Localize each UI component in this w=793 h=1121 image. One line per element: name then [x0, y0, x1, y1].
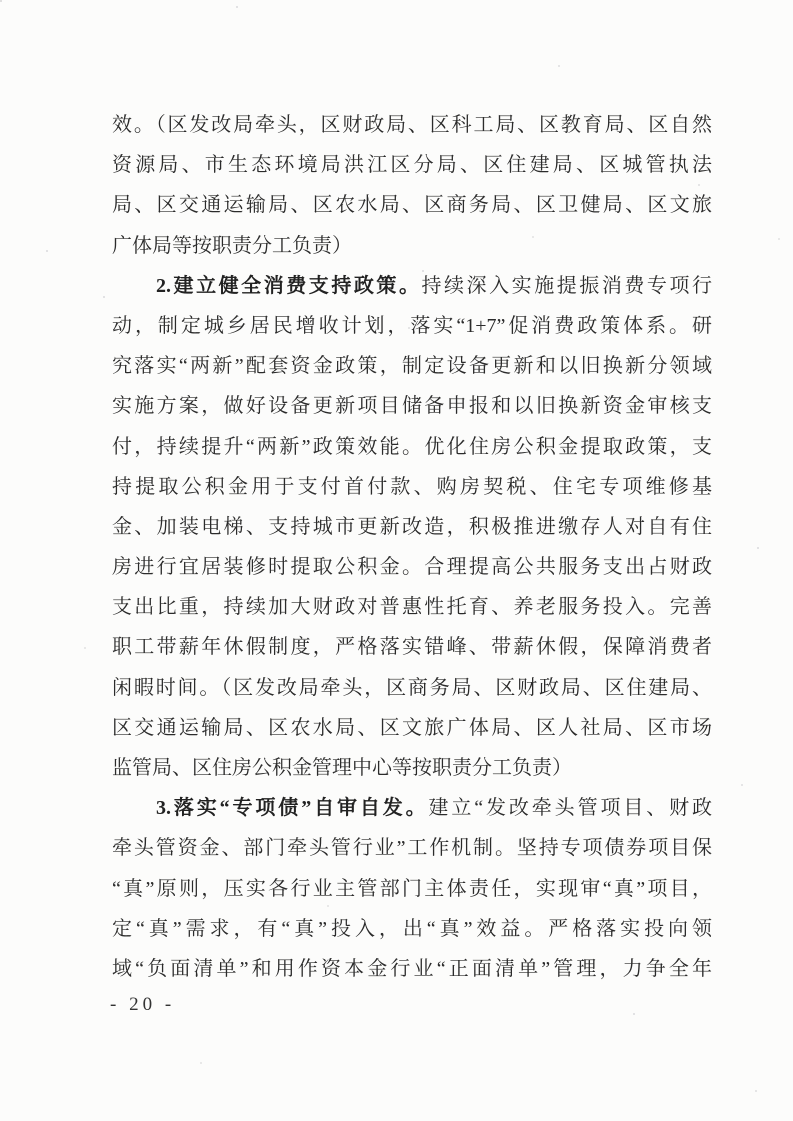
- text-line: 职工带薪年休假制度，严格落实错峰、带薪休假，保障消费者: [112, 636, 712, 659]
- text-line: 区交通运输局、区农水局、区文旅广体局、区人社局、区市场: [112, 716, 712, 739]
- text-line: 究落实“两新”配套资金政策，制定设备更新和以旧换新分领域: [112, 355, 712, 378]
- paragraph-heading: 2.建立健全消费支持政策。: [156, 274, 422, 297]
- text-line: 牵头管资金、部门牵头管行业”工作机制。坚持专项债券项目保: [112, 837, 712, 860]
- text-line: “真”原则，压实各行业主管部门主体责任，实现审“真”项目，: [112, 877, 712, 900]
- text-line: 付，持续提升“两新”政策效能。优化住房公积金提取政策，支: [112, 435, 712, 458]
- text-line: 持提取公积金用于支付首付款、购房契税、住宅专项维修基: [112, 475, 712, 498]
- text-line: 实施方案，做好设备更新项目储备申报和以旧换新资金审核支: [112, 395, 712, 418]
- text-segment: 建立“发改牵头管项目、财政: [428, 797, 712, 820]
- text-line: 闲暇时间。（区发改局牵头，区商务局、区财政局、区住建局、: [112, 676, 712, 699]
- document-body: [112, 105, 712, 989]
- text-line: 动，制定城乡居民增收计划，落实“1+7”促消费政策体系。研: [112, 314, 712, 337]
- text-line: 定“真”需求，有“真”投入，出“真”效益。严格落实投向领: [112, 917, 712, 940]
- text-line: [112, 266, 712, 306]
- text-line: 局、区交通运输局、区农水局、区商务局、区卫健局、区文旅: [112, 194, 712, 217]
- paragraph-heading: 3.落实“专项债”自审自发。: [156, 797, 429, 820]
- scan-noise: [0, 0, 2, 2]
- text-line: 房进行宜居装修时提取公积金。合理提高公共服务支出占财政: [112, 556, 712, 579]
- text-line: [112, 788, 712, 828]
- text-line: 监管局、区住房公积金管理中心等按职责分工负责）: [112, 757, 572, 779]
- text-line: 资源局、市生态环境局洪江区分局、区住建局、区城管执法: [112, 154, 712, 177]
- page-number: - 20 -: [110, 994, 176, 1015]
- text-line: 广体局等按职责分工负责）: [112, 234, 352, 257]
- text-line: 效。（区发改局牵头，区财政局、区科工局、区教育局、区自然: [112, 114, 712, 136]
- text-segment: 持续深入实施提振消费专项行: [421, 274, 712, 297]
- text-line: 金、加装电梯、支持城市更新改造，积极推进缴存人对自有住: [112, 515, 712, 538]
- text-line: 支出比重，持续加大财政对普惠性托育、养老服务投入。完善: [112, 596, 712, 619]
- text-line: 域“负面清单”和用作资本金行业“正面清单”管理，力争全年: [112, 957, 712, 980]
